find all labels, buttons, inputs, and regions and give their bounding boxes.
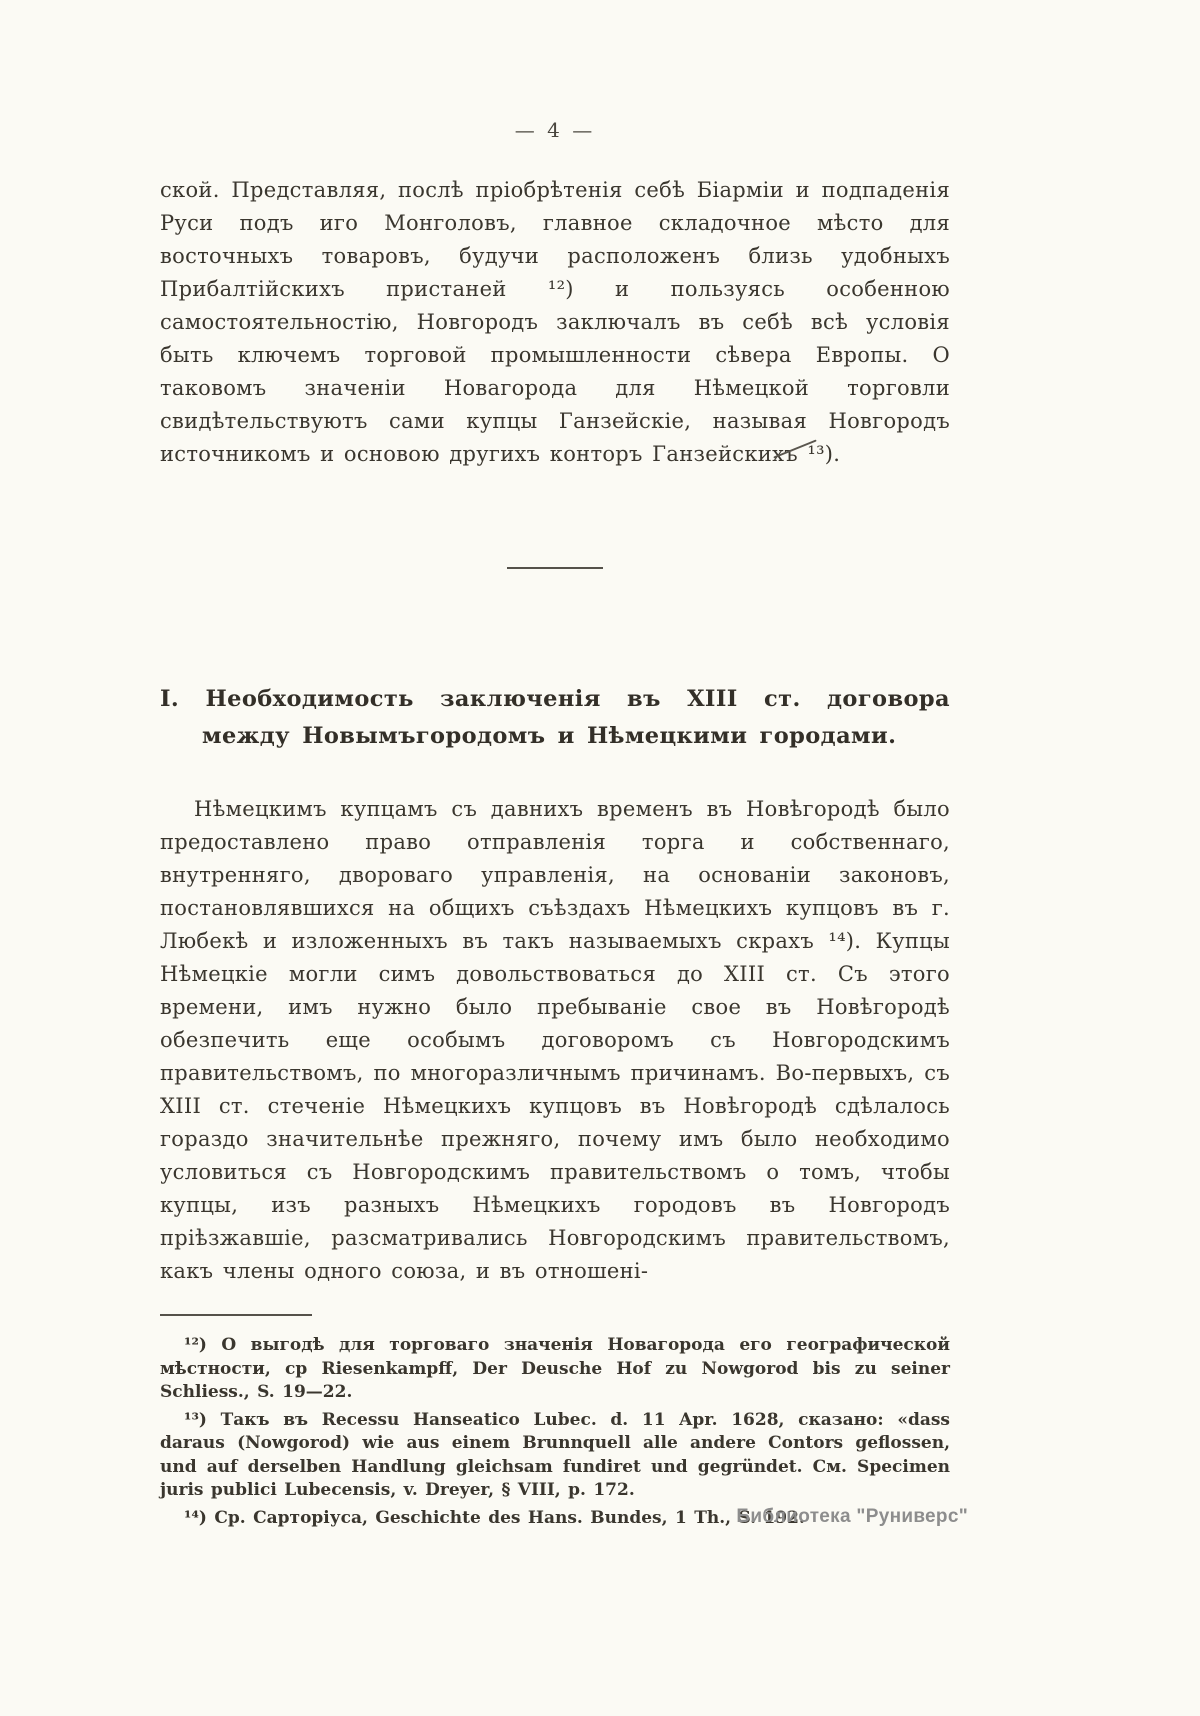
footnote-12: ¹²) О выгодѣ для торговаго значенія Новагорода его географической мѣстности, ср Riesenkampff, Der Deusche Hof zu Nowgorod bis zu seiner Schliess., S. 19—22. bbox=[160, 1335, 950, 1402]
footnote-13: ¹³) Такъ въ Recessu Hanseatico Lubec. d. 11 Apr. 1628, сказано: «dass daraus (Nowgorod) wie aus einem Brunnquell alle andere Contors geflossen, und auf derselben Handlung gleichsam fundiret und gegründet. См. Specimen juris publici Lubecensis, v. Dreyer, § VIII, p. 172. bbox=[160, 1409, 950, 1500]
footnote-rule bbox=[160, 1314, 312, 1316]
text-block bbox=[160, 0, 950, 1530]
section-divider bbox=[507, 567, 603, 569]
footnote-14: ¹⁴) Ср. Сарторіуса, Geschichte des Hans. Bundes, 1 Th., S. 192. bbox=[184, 1507, 805, 1528]
paragraph-continuation: ской. Представляя, послѣ пріобрѣтенія себѣ Біарміи и подпаденія Руси подъ иго Монголовъ, главное складочное мѣсто для восточныхъ товаровъ, будучи расположенъ близь удобныхъ Прибалтійскихъ пристаней ¹²) и пользуясь особенною самостоятельностію, Новгородъ заключалъ въ себѣ всѣ условія быть ключемъ торговой промышленности сѣвера Европы. О таковомъ значеніи Новагорода для Нѣмецкой торговли свидѣтельствуютъ сами купцы Ганзейскіе, называя Новгородъ источникомъ и основою другихъ конторъ Ганзейскихъ ¹³). bbox=[160, 178, 950, 466]
page-number: — 4 — bbox=[514, 118, 596, 142]
footnotes-block bbox=[160, 1334, 950, 1530]
chapter-heading: I. Необходимость заключенія въ XIII ст. договора между Новымъгородомъ и Нѣмецкими городами. bbox=[160, 686, 950, 749]
paragraph-main: Нѣмецкимъ купцамъ съ давнихъ временъ въ Новѣгородѣ было предоставлено право отправленія торга и собственнаго, внутренняго, двороваго управленія, на основаніи законовъ, постановлявшихся на общихъ съѣздахъ Нѣмецкихъ купцовъ въ г. Любекѣ и изложенныхъ въ такъ называемыхъ скрахъ ¹⁴). Купцы Нѣмецкіе могли симъ довольствоваться до XIII ст. Съ этого времени, имъ нужно было пребываніе свое въ Новѣгородѣ обезпечить еще особымъ договоромъ съ Новгородскимъ правительствомъ, по многоразличнымъ причинамъ. Во-первыхъ, съ XIII ст. стеченіе Нѣмецкихъ купцовъ въ Новѣгородѣ сдѣлалось гораздо значительнѣе прежняго, почему имъ было необходимо условиться съ Новгородскимъ правительствомъ о томъ, чтобы купцы, изъ разныхъ Нѣмецкихъ городовъ въ Новгородъ пріѣзжавшіе, разсматривались Новгородскимъ правительствомъ, какъ члены одного союза, и въ отношені- bbox=[160, 797, 950, 1283]
library-watermark: Библиотека "Руниверс" bbox=[736, 1506, 968, 1527]
